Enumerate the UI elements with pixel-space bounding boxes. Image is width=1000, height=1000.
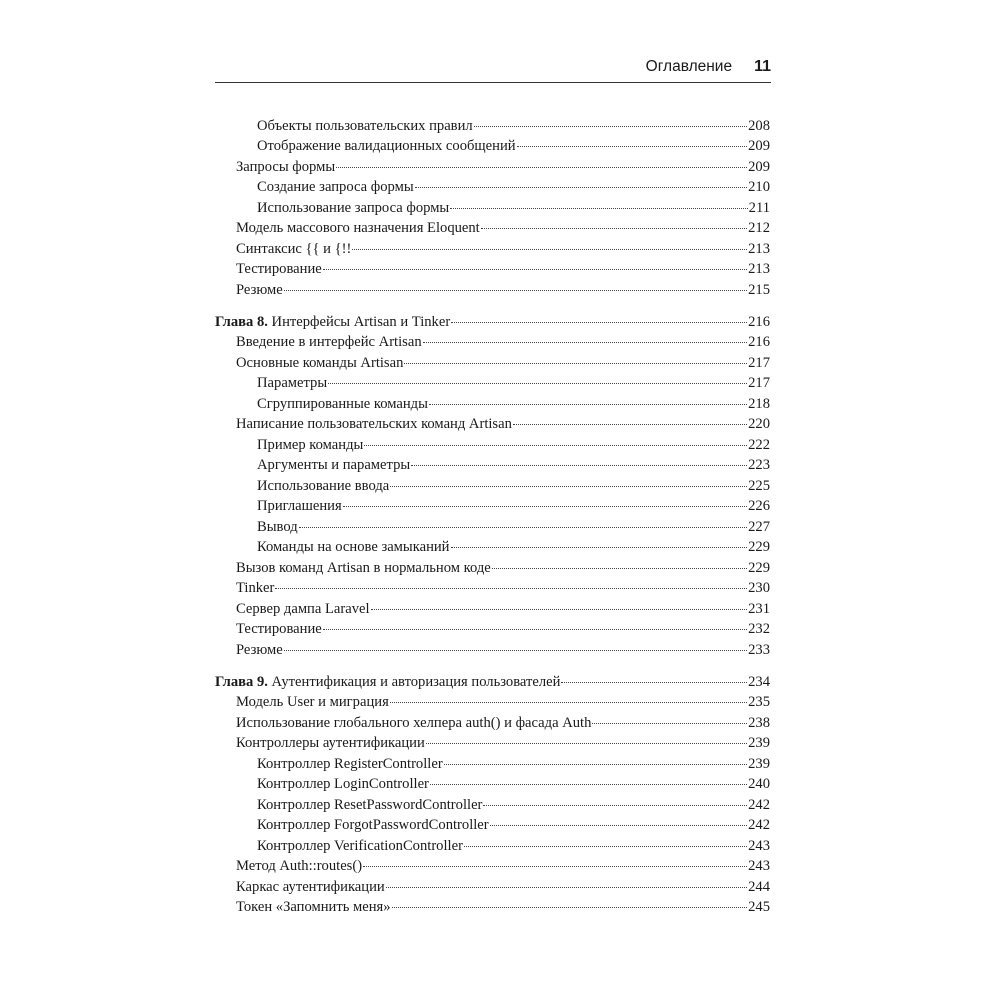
toc-entry [257,836,770,856]
toc-entry-label [257,517,298,537]
dot-leader [404,363,747,364]
toc-page-number: 242 [748,817,770,833]
toc-entry-label [236,877,385,897]
toc-entry [236,897,770,917]
toc-entry [236,259,770,279]
toc-entry-label [257,754,443,774]
toc-page-number: 222 [748,437,770,453]
dot-leader [592,723,747,724]
toc-entry-label [257,116,473,136]
toc-entry-title: Интерфейсы Artisan и Tinker [267,314,451,330]
toc-page-number: 220 [748,416,770,432]
toc-entry [236,353,770,373]
toc-entry [257,177,770,197]
toc-entry-title: Создание запроса формы [257,179,414,195]
dot-leader [371,609,748,610]
toc-entry-label [236,692,389,712]
toc-entry [257,537,770,557]
toc-entry-label [257,394,428,414]
toc-entry-title: Параметры [257,375,328,391]
toc-entry-label [236,218,480,238]
toc-entry-label [257,198,449,218]
toc-entry [257,373,770,393]
toc-entry-label [236,157,335,177]
toc-entry-title: Основные команды Artisan [236,355,404,371]
dot-leader [517,146,748,147]
toc-entry-title: Сервер дампа Laravel [236,601,370,617]
toc-entry [257,815,770,835]
dot-leader [390,702,747,703]
toc-entry-label [236,856,362,876]
toc-page-number: 242 [748,797,770,813]
toc-entry-label [236,619,322,639]
toc-entry-label [236,897,391,917]
dot-leader [275,588,747,589]
toc-entry-title: Команды на основе замыканий [257,539,450,555]
toc-page-number: 218 [748,396,770,412]
toc-entry-title: Написание пользовательских команд Artisan [236,416,512,432]
toc-page-number: 234 [748,674,770,690]
toc-entry-label [236,259,322,279]
toc-entry-label [257,136,516,156]
dot-leader [336,167,747,168]
toc-entry-title: Аргументы и параметры [257,457,411,473]
dot-leader [363,866,747,867]
toc-entry-label [236,558,491,578]
toc-entry-label [236,353,403,373]
toc-entry-label [257,455,410,475]
toc-page-number: 244 [748,879,770,895]
toc-entry-title: Отображение валидационных сообщений [257,138,516,154]
toc-entry-label [236,239,351,259]
dot-leader [284,650,747,651]
toc-page-number: 215 [748,282,770,298]
toc-entry-title: Tinker [236,580,275,596]
toc-page-number: 225 [748,478,770,494]
toc-page-number: 208 [748,118,770,134]
dot-leader [423,342,747,343]
toc-entry-label [236,640,283,660]
toc-entry-label [257,774,429,794]
toc-page-number: 240 [748,776,770,792]
toc-entry-title: Сгруппированные команды [257,396,428,412]
dot-leader [490,825,747,826]
dot-leader [483,805,747,806]
dot-leader [386,887,747,888]
toc-page-number: 243 [748,838,770,854]
toc-entry [236,414,770,434]
toc-entry-title: Модель User и миграция [236,694,389,710]
toc-page-number: 227 [748,519,770,535]
toc-entry-title: Резюме [236,282,283,298]
toc-entry-label [257,373,327,393]
toc-entry [236,239,770,259]
toc-entry-title: Аутентификация и авторизация пользователей [267,674,561,690]
dot-leader [513,424,747,425]
toc-entry-label [257,177,414,197]
dot-leader [464,846,747,847]
toc-entry-label [257,815,489,835]
toc-entry-title: Тестирование [236,261,322,277]
toc-page-number: 238 [748,715,770,731]
toc-page-number: 245 [748,899,770,915]
toc-chapter-number: Глава 9. [215,674,268,690]
toc-entry-label [236,713,591,733]
toc-page-number: 239 [748,735,770,751]
toc-page-number: 209 [748,138,770,154]
dot-leader [352,249,747,250]
toc-entry-title: Контроллер RegisterController [257,756,443,772]
toc-page-number: 229 [748,560,770,576]
toc-page-number: 223 [748,457,770,473]
toc-page-number: 209 [748,159,770,175]
dot-leader [392,907,748,908]
toc-page-number: 239 [748,756,770,772]
toc-entry-label [257,496,342,516]
toc-page-number: 213 [748,241,770,257]
toc-entry-title: Резюме [236,642,283,658]
toc-entry [257,476,770,496]
toc-page-number: 233 [748,642,770,658]
toc-entry [257,394,770,414]
toc-entry-title: Контроллер VerificationController [257,838,463,854]
toc-page-number: 229 [748,539,770,555]
toc-entry [236,640,770,660]
toc-entry-title: Контроллер ResetPasswordController [257,797,483,813]
dot-leader [343,506,747,507]
toc-entry [257,198,770,218]
toc-entry-label [236,599,370,619]
toc-entry [257,496,770,516]
running-header-title: Оглавление [645,58,733,75]
toc-page-number: 217 [748,355,770,371]
toc-page-number: 211 [748,200,770,216]
toc-entry-label [215,672,560,692]
dot-leader [284,290,747,291]
dot-leader [364,445,747,446]
toc-entry-label [257,537,450,557]
dot-leader [430,784,747,785]
dot-leader [390,486,747,487]
toc-page-number: 217 [748,375,770,391]
toc-entry [236,856,770,876]
toc-entry-label [257,476,389,496]
toc-entry [236,877,770,897]
toc-chapter [215,672,770,692]
toc-entry-title: Контроллеры аутентификации [236,735,425,751]
toc-page-number: 232 [748,621,770,637]
toc-entry [236,558,770,578]
toc-entry-title: Синтаксис {{ и {!! [236,241,352,257]
toc-page-number: 230 [748,580,770,596]
toc-entry [257,754,770,774]
toc-entry-title: Каркас аутентификации [236,879,385,895]
toc-page-number: 226 [748,498,770,514]
dot-leader [299,527,747,528]
page-number: 11 [754,58,771,75]
dot-leader [451,322,747,323]
dot-leader [450,208,747,209]
toc-entry-label [257,836,463,856]
toc-chapter-number: Глава 8. [215,314,268,330]
toc-entry-title: Вызов команд Artisan в нормальном коде [236,560,491,576]
toc-entry-label [236,733,425,753]
dot-leader [426,743,747,744]
toc-entry [236,157,770,177]
toc-page-number: 231 [748,601,770,617]
toc-entry-title: Объекты пользовательских правил [257,118,473,134]
toc-page-number: 212 [748,220,770,236]
toc-entry [236,713,770,733]
toc-entry-label [236,414,512,434]
toc-entry-title: Контроллер ForgotPasswordController [257,817,489,833]
toc-entry-title: Пример команды [257,437,364,453]
toc-entry-title: Введение в интерфейс Artisan [236,334,422,350]
toc-entry [236,692,770,712]
toc-entry-title: Приглашения [257,498,342,514]
toc-chapter [215,312,770,332]
toc-entry [257,435,770,455]
toc-entry-title: Модель массового назначения Eloquent [236,220,480,236]
toc-entry [257,517,770,537]
toc-page-number: 243 [748,858,770,874]
toc-entry [236,280,770,300]
toc-page-number: 216 [748,334,770,350]
dot-leader [323,269,747,270]
toc-entry [257,136,770,156]
dot-leader [415,187,747,188]
toc-entry [257,774,770,794]
toc-entry [236,733,770,753]
toc-entry [236,578,770,598]
dot-leader [451,547,748,548]
toc-page-number: 213 [748,261,770,277]
dot-leader [561,682,747,683]
toc-entry [257,455,770,475]
toc-entry-title: Использование ввода [257,478,390,494]
toc-entry-title: Метод Auth::routes() [236,858,363,874]
toc-page-number: 235 [748,694,770,710]
toc-entry-title: Тестирование [236,621,322,637]
toc-entry-label [215,312,450,332]
toc-entry-title: Использование глобального хелпера auth() и фасада Auth [236,715,592,731]
dot-leader [444,764,747,765]
toc-entry [236,599,770,619]
toc-entry-title: Токен «Запомнить меня» [236,899,391,915]
toc-entry-label [236,280,283,300]
dot-leader [474,126,747,127]
toc-entry-title: Использование запроса формы [257,200,450,216]
toc-entry-title: Запросы формы [236,159,336,175]
toc-entry-label [236,332,422,352]
toc-entry [257,116,770,136]
dot-leader [481,228,747,229]
toc-entry-label [236,578,274,598]
toc-entry [236,218,770,238]
toc-entry-label [257,435,363,455]
toc-page-number: 210 [748,179,770,195]
toc-entry-title: Контроллер LoginController [257,776,429,792]
toc-entry [236,619,770,639]
dot-leader [492,568,747,569]
toc-entry [257,795,770,815]
dot-leader [323,629,747,630]
toc-page-number: 216 [748,314,770,330]
dot-leader [411,465,747,466]
toc-entry-label [257,795,482,815]
toc-entry-title: Вывод [257,519,298,535]
toc-entry [236,332,770,352]
dot-leader [328,383,747,384]
dot-leader [429,404,747,405]
